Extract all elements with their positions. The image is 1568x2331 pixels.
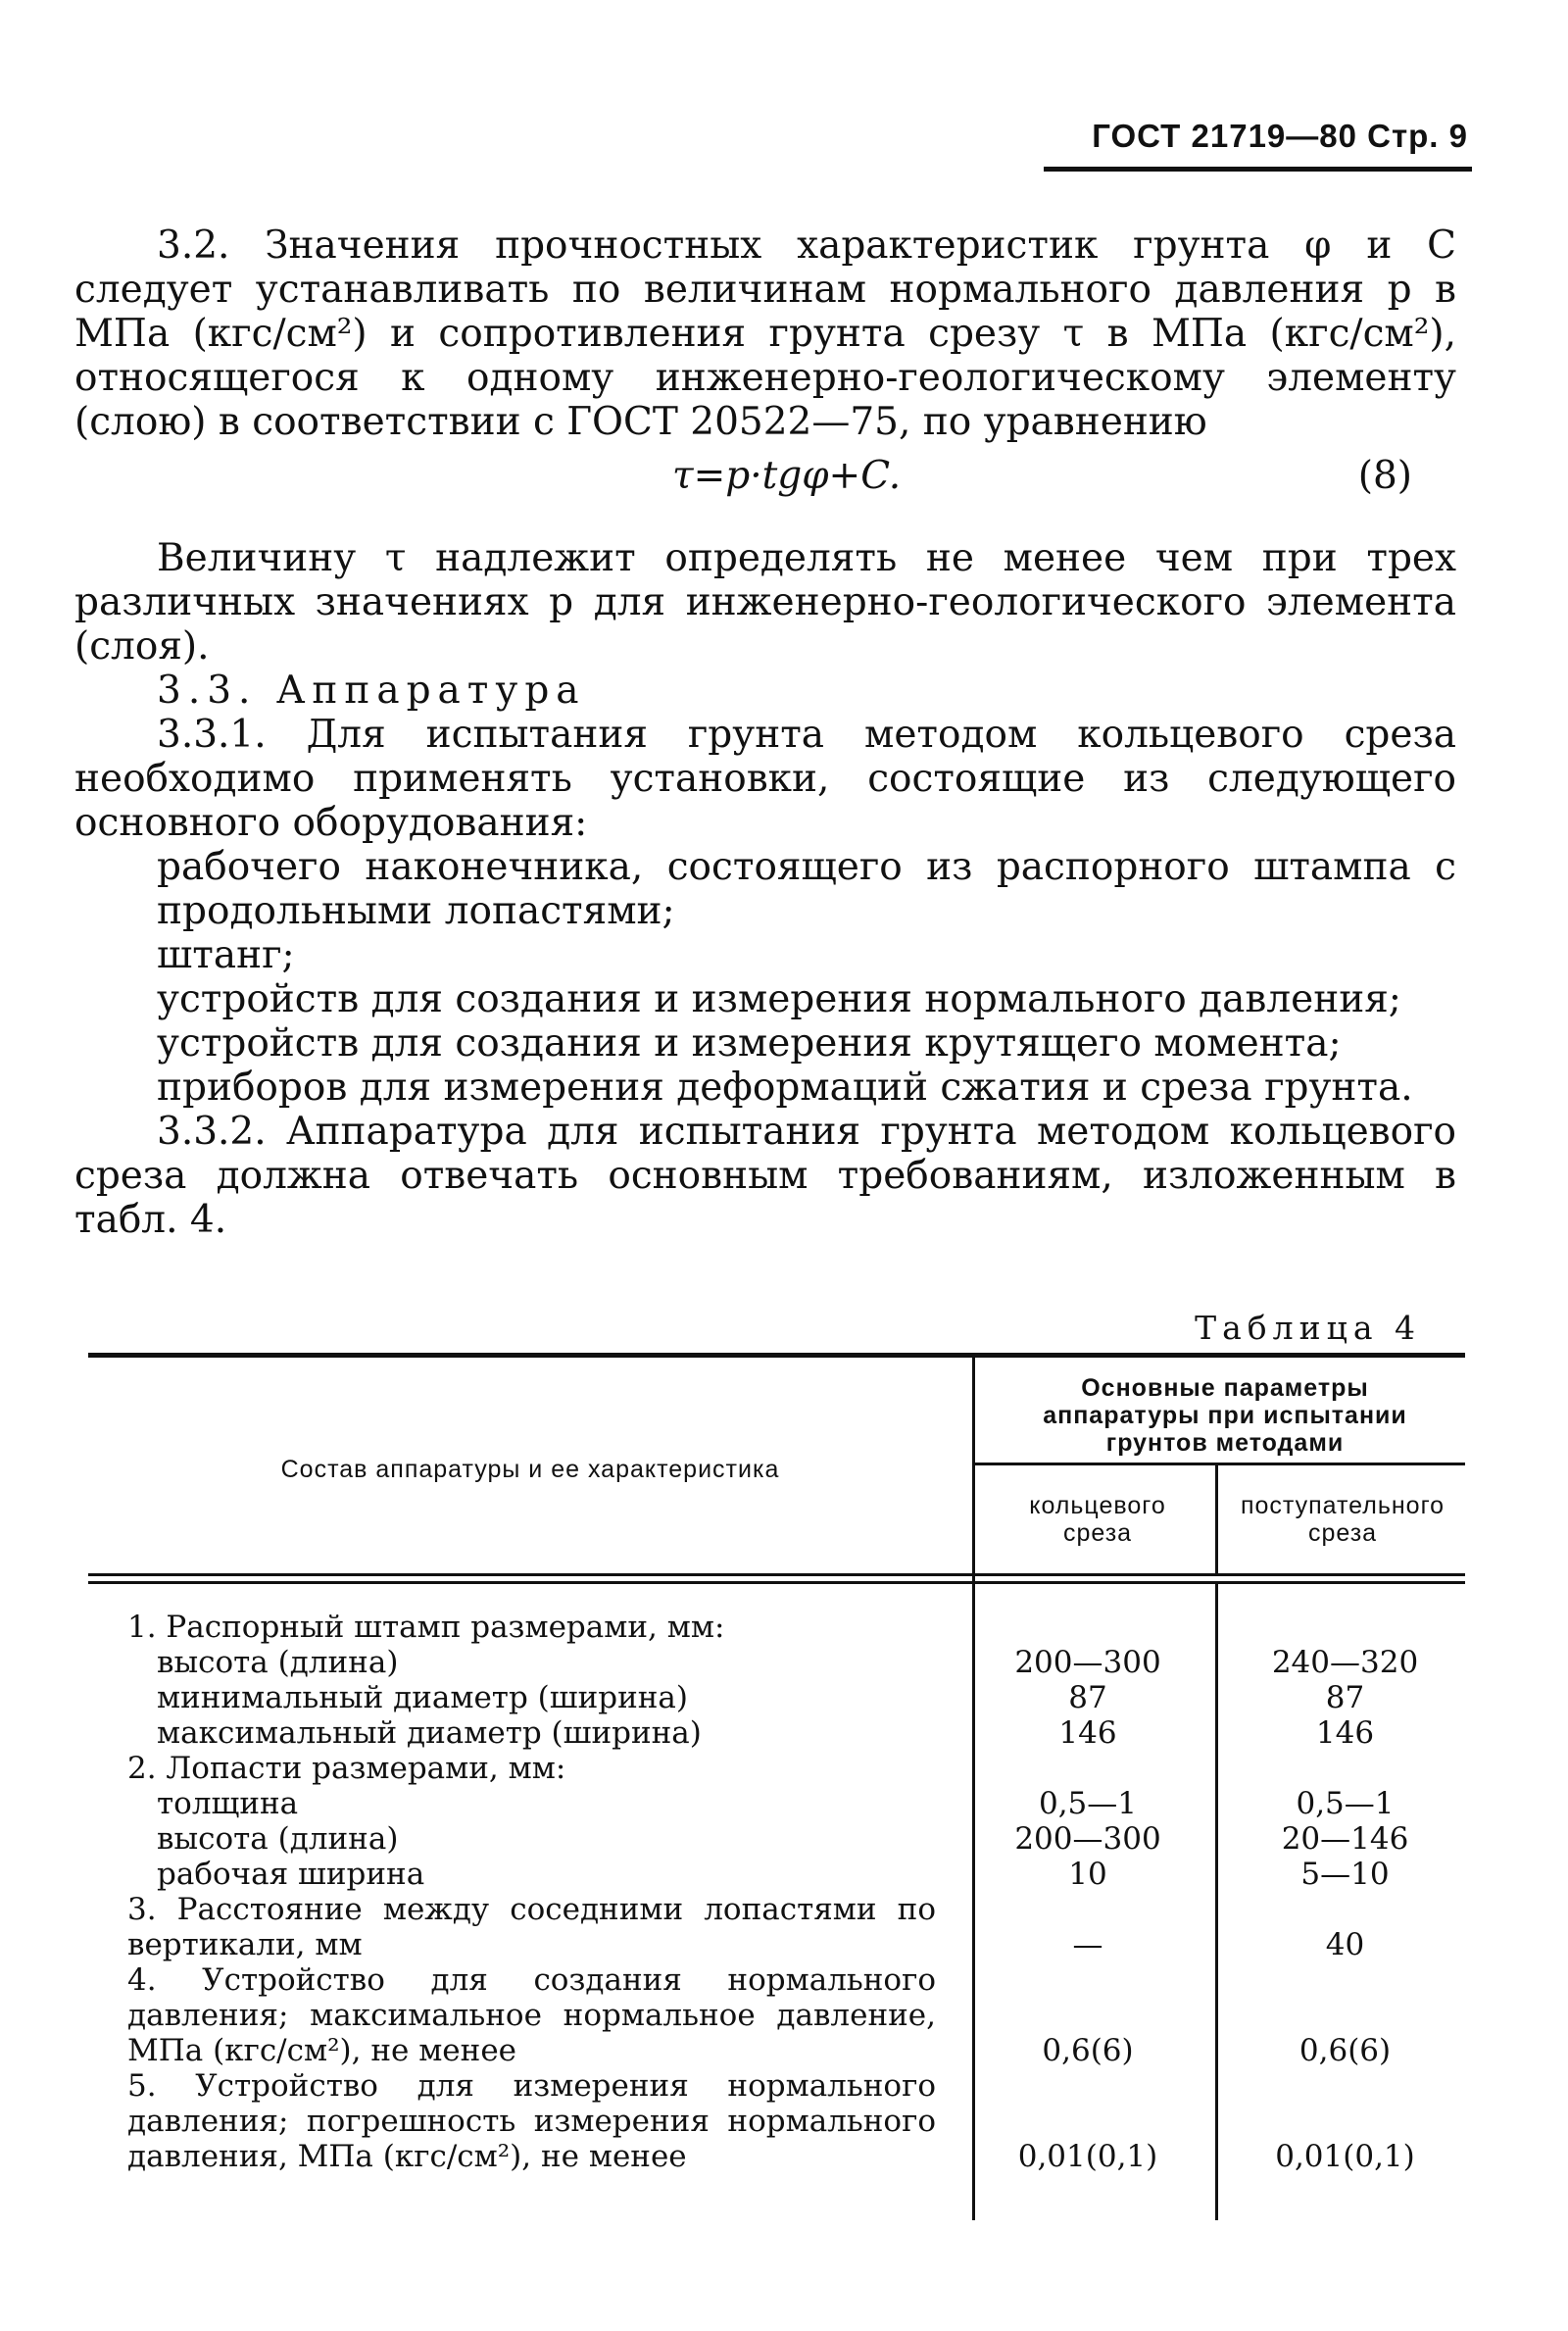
header-rule [1044,167,1472,172]
row-value-ring: 87 [1068,1680,1107,1715]
row-description: максимальный диаметр (ширина) [157,1715,702,1751]
paragraph-3-2: 3.2. Значения прочностных характеристик грунта φ и C следует устанавливать по величинам нормального давления p в МПа (кгс/см²) и сопротивления грунта срезу τ в МПа (кгс/см²), относящегося к одному инженерно-геологическому элементу (слою) в соответствии с ГОСТ 20522—75, по уравнению [74,223,1456,444]
row-description: 1. Распорный штамп размерами, мм: [127,1610,725,1645]
table-row [88,1821,1465,1857]
row-description: высота (длина) [157,1821,399,1857]
table-row [88,1645,1465,1680]
table-body [88,1610,1465,2174]
table-row [88,1786,1465,1821]
header-main-parameters: Основные параметры аппаратуры при испытании грунтов методами [1043,1374,1407,1457]
header-translational-shear: поступательного среза [1240,1492,1446,1547]
column-divider-header [1215,1465,1218,1573]
row-value-ring: 0,5—1 [1038,1786,1138,1821]
paragraph-3-3-2: 3.3.2. Аппаратура для испытания грунта методом кольцевого среза должна отвечать основным требованиям, изложенным в табл. 4. [74,1110,1456,1242]
row-value-ring: 200—300 [1014,1821,1161,1857]
formula-expression: τ=p·tgφ+C. [672,454,902,498]
list-item: устройств для создания и измерения нормального давления; [157,977,1401,1021]
formula-number: (8) [1357,454,1412,498]
paragraph-3-3-1: 3.3.1. Для испытания грунта методом кольцевого среза необходимо применять установки, состоящие из следующего основного оборудования: [74,713,1456,845]
table-row [88,1751,1465,1786]
header-rule-2 [88,1581,1465,1584]
row-description: 4. Устройство для создания нормального давления; максимальное нормальное давление, МПа (кгс/см²), не менее [127,1962,936,2068]
row-description: толщина [157,1786,299,1821]
row-value-ring: — [1072,1927,1103,1962]
row-value-translational: 20—146 [1281,1821,1409,1857]
table-row [88,2068,1465,2174]
row-description: 2. Лопасти размерами, мм: [127,1751,566,1786]
running-head: ГОСТ 21719—80 Стр. 9 [1092,118,1468,154]
row-description: высота (длина) [157,1645,399,1680]
row-description: рабочая ширина [157,1857,425,1892]
list-item: устройств для создания и измерения крутящего момента; [157,1021,1342,1066]
body-text [74,223,1456,1242]
table-row [88,1857,1465,1892]
table-4 [88,1353,1465,2235]
row-value-ring: 10 [1068,1857,1107,1892]
row-description: 5. Устройство для измерения нормального давления; погрешность измерения нормального давления, МПа (кгс/см²), не менее [127,2068,936,2174]
table-caption: Таблица 4 [1195,1309,1421,1347]
header-ring-shear: кольцевого среза [1029,1492,1166,1547]
row-value-translational: 5—10 [1300,1857,1390,1892]
row-value-ring: 200—300 [1014,1645,1161,1680]
paragraph-tau: Величину τ надлежит определять не менее чем при трех различных значениях p для инженерно-геологического элемента (слоя). [74,536,1456,669]
row-value-translational: 87 [1325,1680,1365,1715]
table-row [88,1610,1465,1645]
row-value-translational: 240—320 [1271,1645,1419,1680]
row-value-translational: 40 [1325,1927,1365,1962]
table-row [88,1892,1465,1962]
row-value-translational: 0,5—1 [1296,1786,1395,1821]
row-value-translational: 146 [1315,1715,1375,1751]
row-value-ring: 0,6(6) [1042,2033,1134,2068]
row-value-ring: 146 [1058,1715,1117,1751]
table-top-rule [88,1353,1465,1358]
row-value-ring: 0,01(0,1) [1017,2139,1158,2174]
table-row [88,1962,1465,2068]
row-description: минимальный диаметр (ширина) [157,1680,688,1715]
table-row [88,1680,1465,1715]
formula-8 [74,448,1456,505]
list-item: приборов для измерения деформаций сжатия и среза грунта. [157,1066,1413,1110]
row-value-translational: 0,01(0,1) [1275,2139,1415,2174]
header-rule-1 [88,1573,1465,1576]
row-description: 3. Расстояние между соседними лопастями по вертикали, мм [127,1892,936,1962]
header-composition: Состав аппаратуры и ее характеристика [280,1456,780,1483]
row-value-translational: 0,6(6) [1298,2033,1392,2068]
list-item: рабочего наконечника, состоящего из распорного штампа с продольными лопастями; [157,845,1456,933]
table-row [88,1715,1465,1751]
list-item: штанг; [157,933,295,977]
section-heading-3-3: 3.3. Аппаратура [157,669,586,713]
group-header-rule [975,1463,1465,1465]
